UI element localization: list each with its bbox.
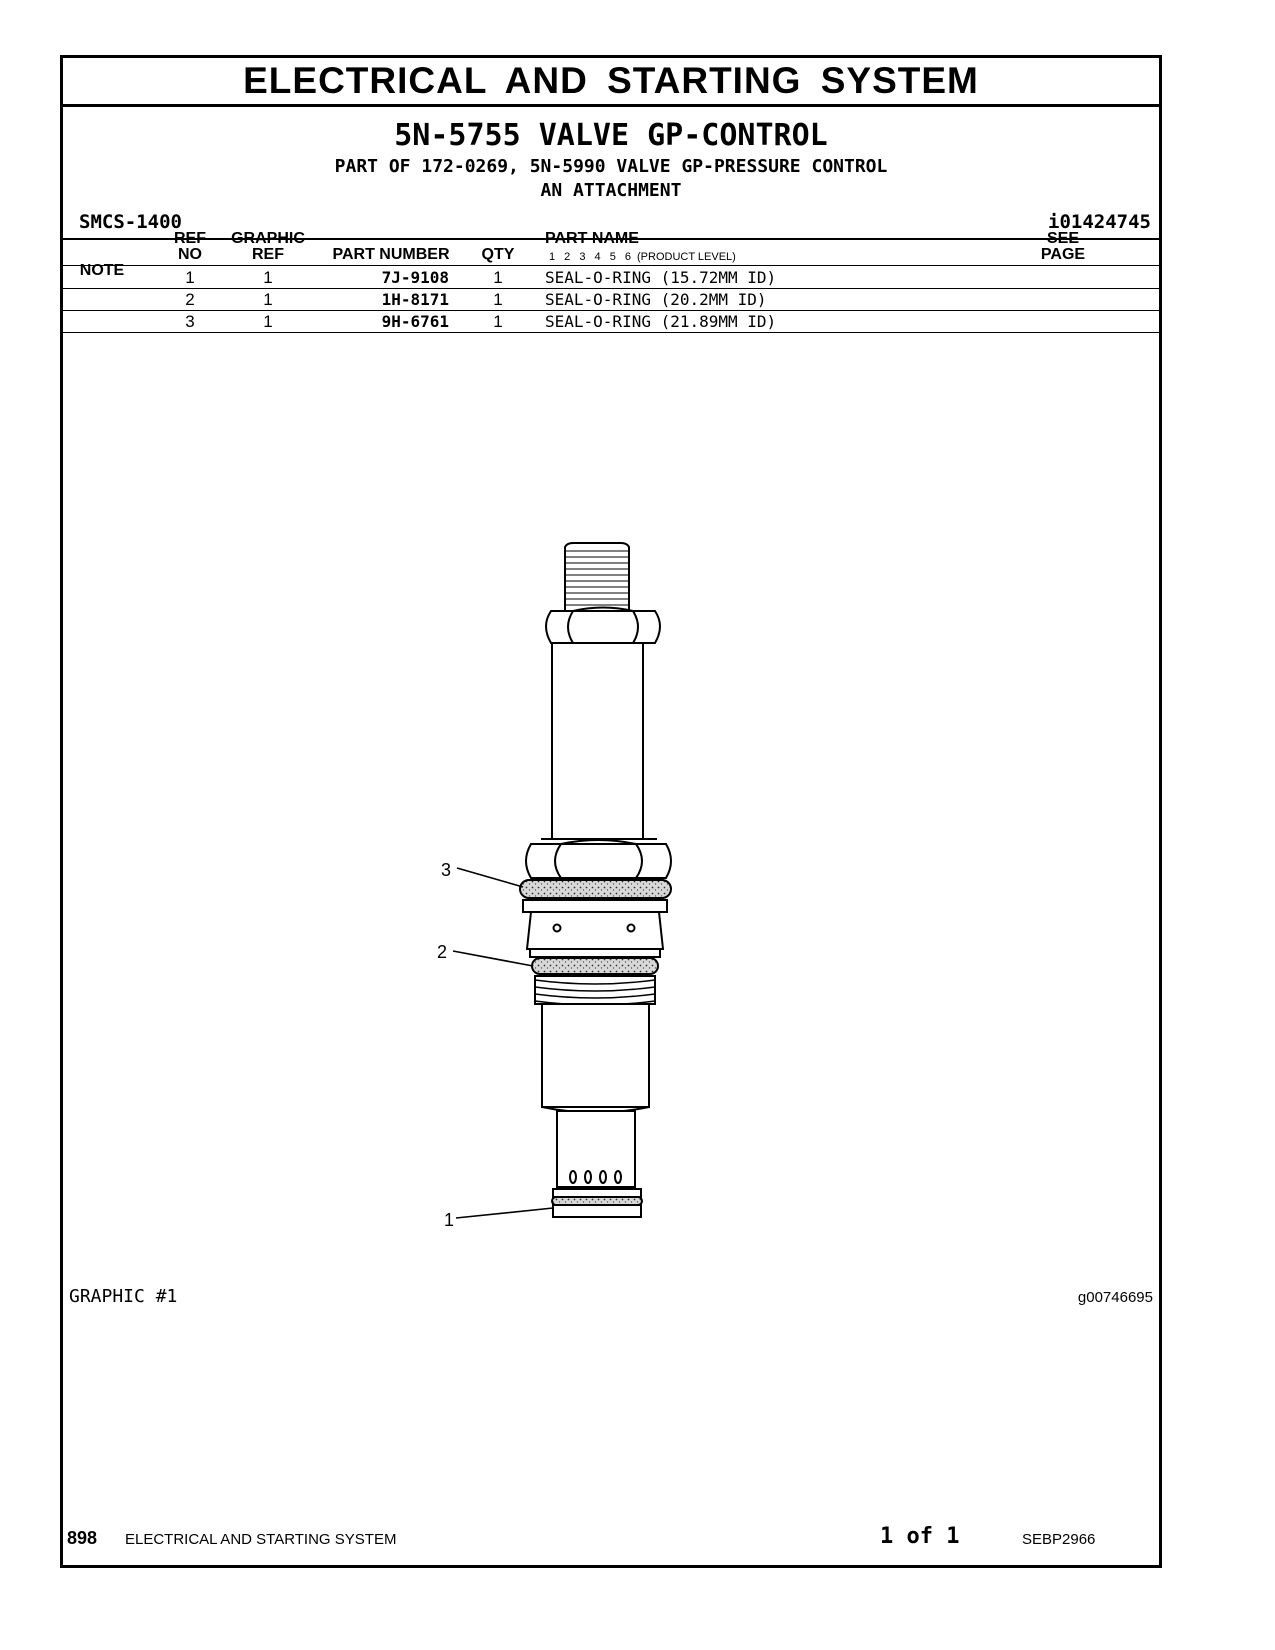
part-of-line: PART OF 172-0269, 5N-5990 VALVE GP-PRESSURE CONTROL xyxy=(334,156,888,177)
page-frame xyxy=(60,55,1162,1568)
threaded-stem xyxy=(565,543,629,611)
graphic-label: GRAPHIC #1 xyxy=(69,1286,178,1307)
callout-2: 2 xyxy=(437,942,448,962)
part-number: 9H-6761 xyxy=(381,312,449,331)
o-ring-2 xyxy=(532,958,658,974)
upper-tube xyxy=(552,643,643,839)
footer-page-of: 1 of 1 xyxy=(880,1524,960,1549)
graphic-ref: 1 xyxy=(263,312,273,331)
part-number: 7J-9108 xyxy=(381,268,449,287)
product-level-header: 1 2 3 4 5 6 (PRODUCT LEVEL) xyxy=(549,251,736,263)
valve-illustration xyxy=(63,58,1159,1565)
footer-doc-number: SEBP2966 xyxy=(1022,1531,1096,1548)
col-header-note: NOTE xyxy=(79,262,125,279)
part-name: SEAL-O-RING (21.89MM ID) xyxy=(545,312,777,331)
leader-line-3 xyxy=(457,868,523,887)
lower-hex-nut xyxy=(526,839,671,882)
callout-1: 1 xyxy=(444,1210,455,1230)
o-ring-3 xyxy=(520,880,671,898)
col-header-see-page: SEE PAGE xyxy=(1040,230,1086,263)
ref-no: 1 xyxy=(185,268,195,287)
col-header-qty: QTY xyxy=(481,246,515,263)
part-number: 1H-8171 xyxy=(381,290,449,309)
attachment-line: AN ATTACHMENT xyxy=(540,180,682,201)
qty: 1 xyxy=(493,268,503,287)
qty: 1 xyxy=(493,290,503,309)
graphic-ref: 1 xyxy=(263,290,273,309)
leader-line-2 xyxy=(453,951,533,966)
graphic-ref: 1 xyxy=(263,268,273,287)
group-title: 5N-5755 VALVE GP-CONTROL xyxy=(394,118,828,153)
o-ring-1 xyxy=(552,1197,642,1205)
illustration-ident: i01424745 xyxy=(1048,211,1151,233)
qty: 1 xyxy=(493,312,503,331)
col-header-graphic-ref: GRAPHIC REF xyxy=(231,230,305,263)
valve-body xyxy=(523,900,667,957)
graphic-id: g00746695 xyxy=(1077,1289,1153,1306)
smcs-code: SMCS-1400 xyxy=(79,211,182,233)
ref-no: 3 xyxy=(185,312,195,331)
spool xyxy=(557,1111,635,1187)
leader-line-1 xyxy=(456,1208,553,1218)
lower-tube xyxy=(542,1004,649,1113)
upper-hex-nut xyxy=(546,608,660,647)
col-header-ref-no: REF NO xyxy=(174,230,206,263)
part-name: SEAL-O-RING (15.72MM ID) xyxy=(545,268,777,287)
lower-threads xyxy=(535,976,655,1005)
callout-3: 3 xyxy=(441,860,452,880)
col-header-part-number: PART NUMBER xyxy=(332,246,450,263)
footer-page-number: 898 xyxy=(67,1528,98,1548)
part-name: SEAL-O-RING (20.2MM ID) xyxy=(545,290,767,309)
col-header-part-name: PART NAME xyxy=(545,230,639,247)
ref-no: 2 xyxy=(185,290,195,309)
section-title: ELECTRICAL AND STARTING SYSTEM xyxy=(63,58,1159,107)
footer-section: ELECTRICAL AND STARTING SYSTEM xyxy=(125,1531,397,1548)
